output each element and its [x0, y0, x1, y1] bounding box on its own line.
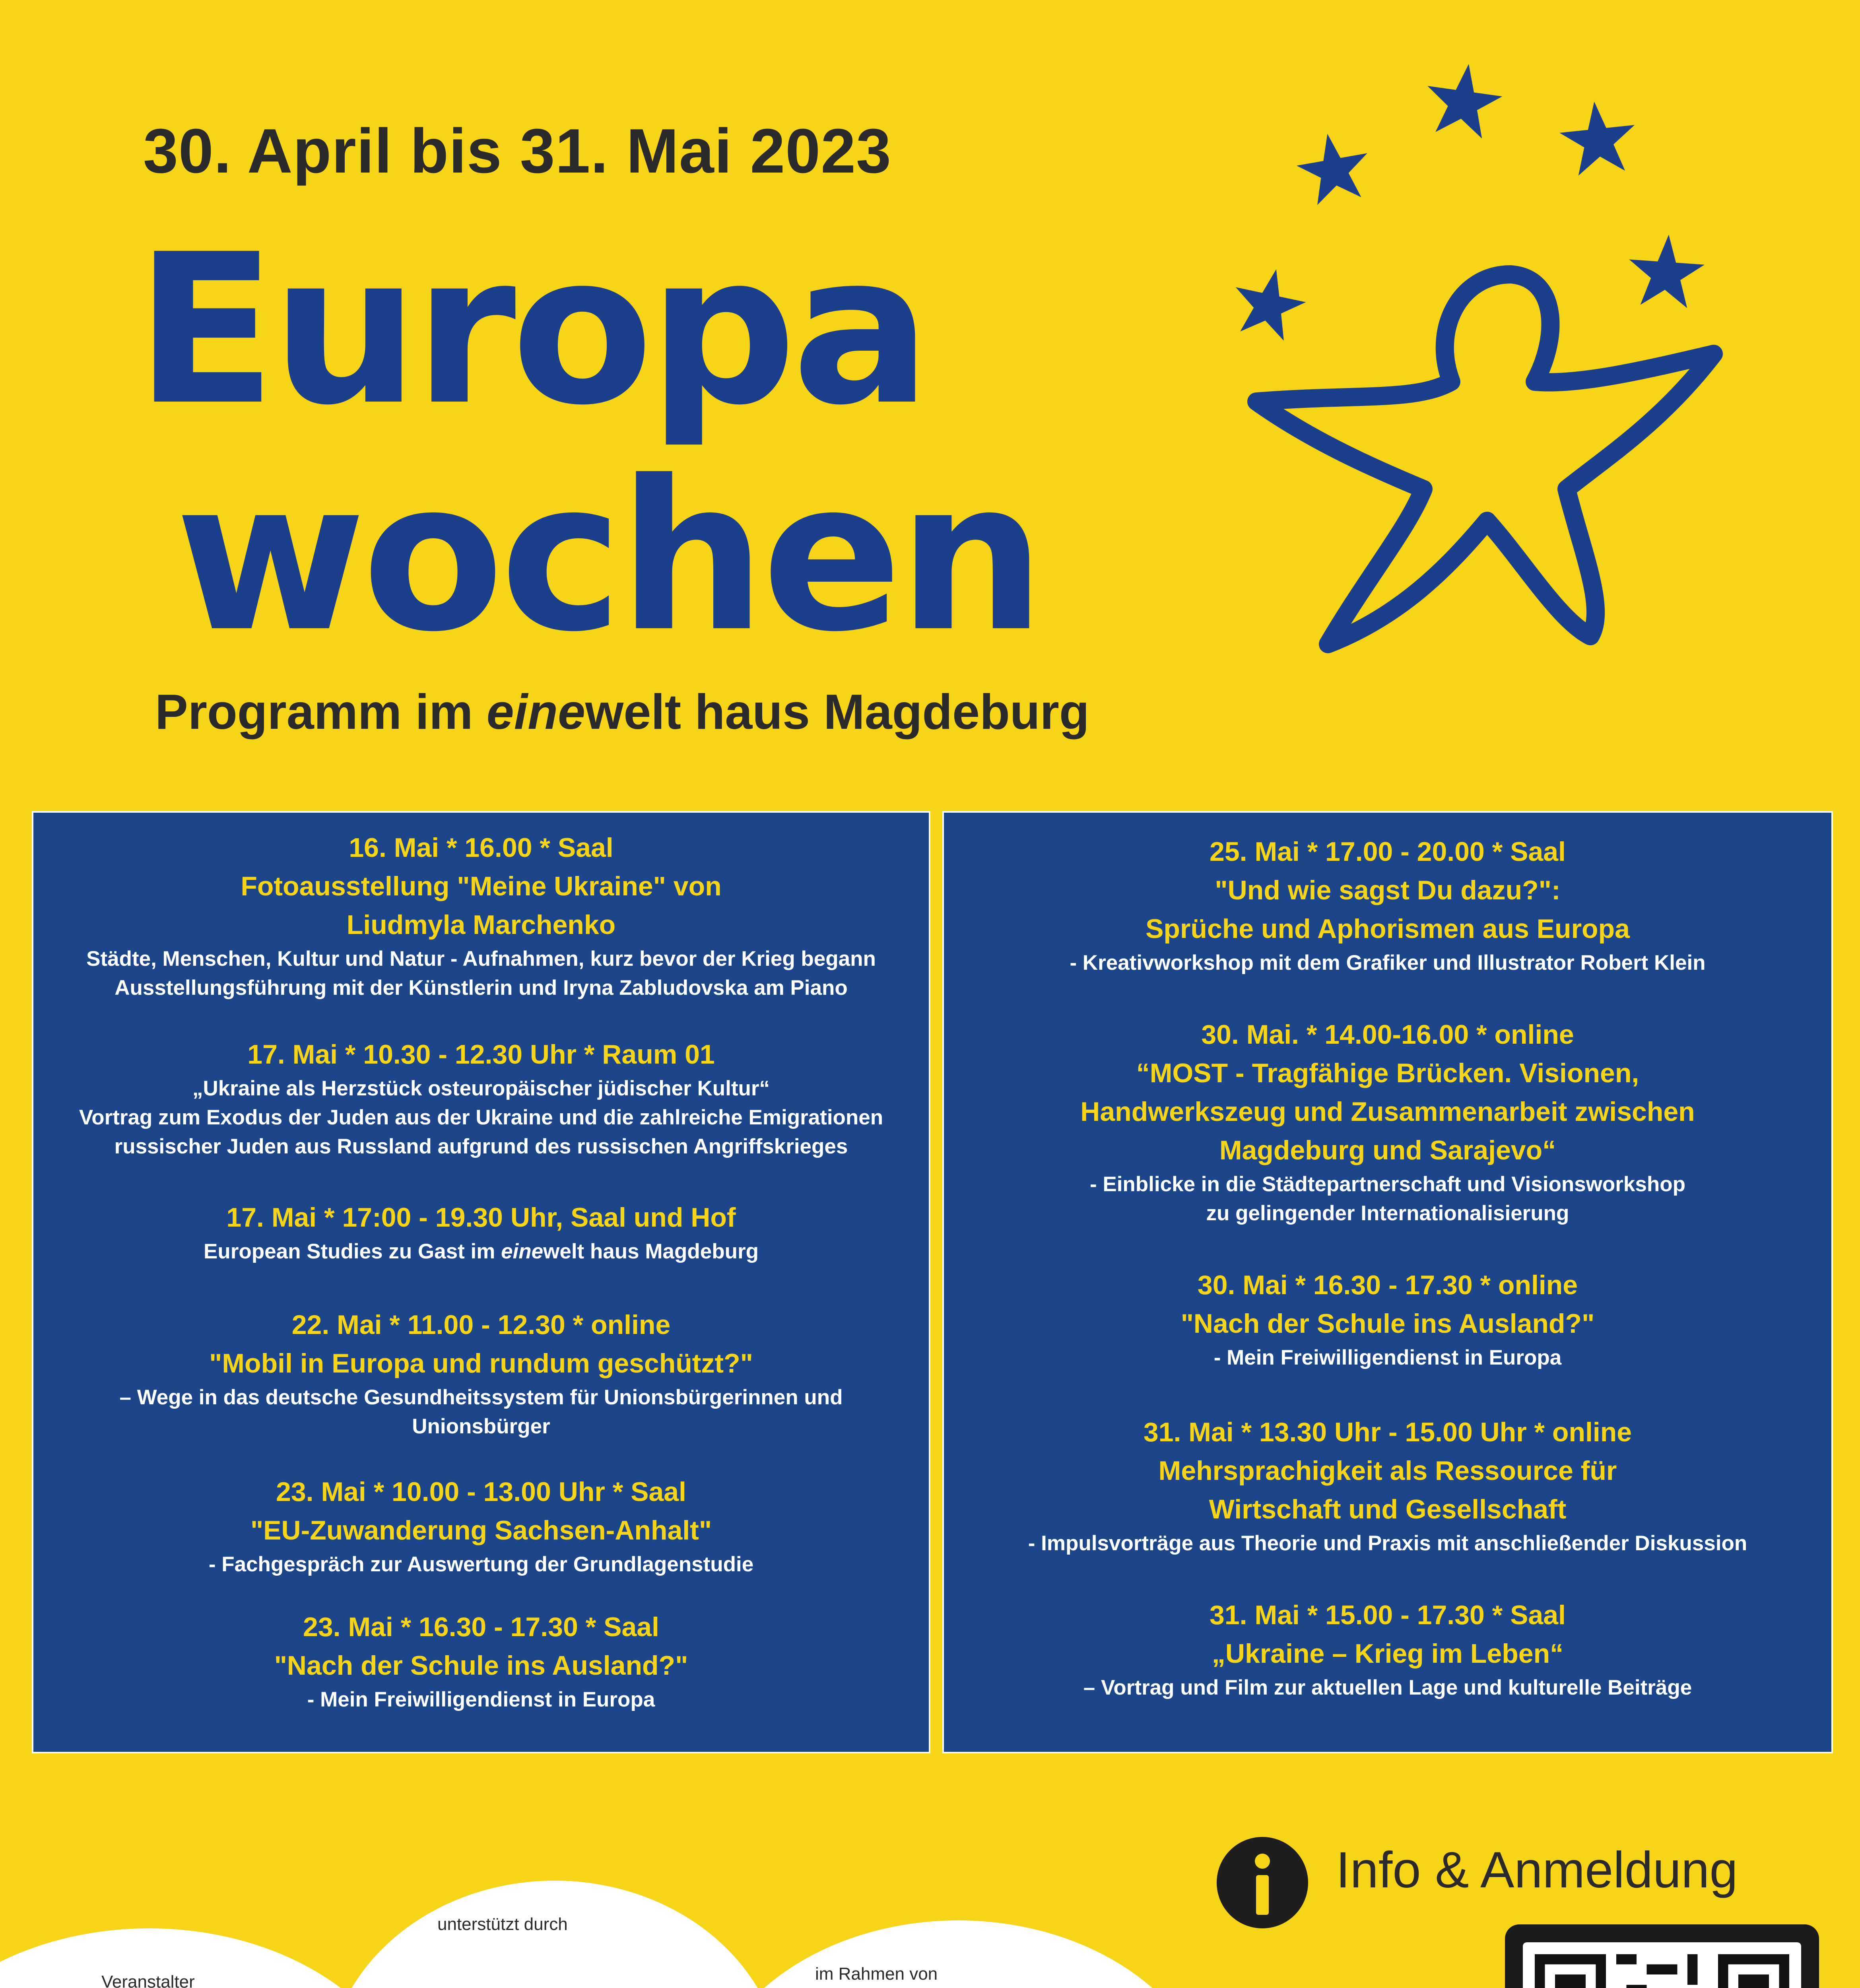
event-desc-post: welt haus Magdeburg [543, 1240, 759, 1263]
title-wochen: wochen [175, 436, 1041, 677]
qr-code[interactable] [1523, 1942, 1801, 1988]
event-desc: - Einblicke in die Städtepartnerschaft und Visionsworkshop [1089, 1173, 1686, 1196]
event-right-4 [944, 1413, 1831, 1558]
star-icon [1227, 262, 1311, 344]
event-title: Liudmyla Marchenko [346, 910, 616, 940]
event-desc: russischer Juden aus Russland aufgrund des russischen Angriffskrieges [114, 1135, 848, 1158]
cloud-shape [326, 1881, 783, 1988]
event-date: 23. Mai * 16.30 - 17.30 * Saal [303, 1612, 659, 1642]
event-title: Wirtschaft und Gesellschaft [1209, 1494, 1567, 1524]
event-title: „Ukraine – Krieg im Leben“ [1212, 1639, 1564, 1669]
subtitle-italic: eine [486, 685, 585, 740]
event-date: 30. Mai * 16.30 - 17.30 * online [1197, 1270, 1578, 1300]
cloud-shape [700, 1920, 1217, 1988]
event-date: 17. Mai * 17:00 - 19.30 Uhr, Saal und Hof [226, 1202, 736, 1233]
event-desc: - Mein Freiwilligendienst in Europa [1213, 1346, 1562, 1369]
event-date: 16. Mai * 16.00 * Saal [349, 833, 614, 863]
event-title: Mehrsprachigkeit als Ressource für [1158, 1456, 1617, 1486]
subtitle-post: welt haus Magdeburg [585, 685, 1089, 740]
event-date: 23. Mai * 10.00 - 13.00 Uhr * Saal [276, 1477, 686, 1507]
event-title: Handwerkszeug und Zusammenarbeit zwischen [1080, 1097, 1695, 1127]
event-desc: zu gelingender Internationalisierung [1206, 1202, 1569, 1225]
event-desc: – Vortrag und Film zur aktuellen Lage und kulturelle Beiträge [1083, 1676, 1692, 1699]
event-date: 17. Mai * 10.30 - 12.30 Uhr * Raum 01 [247, 1039, 715, 1070]
event-title: "Nach der Schule ins Ausland?" [274, 1650, 688, 1681]
event-title: "Mobil in Europa und rundum geschützt?" [209, 1348, 753, 1378]
event-desc: - Fachgespräch zur Auswertung der Grundlagenstudie [208, 1553, 754, 1576]
event-desc: Vortrag zum Exodus der Juden aus der Ukraine und die zahlreiche Emigrationen [79, 1106, 883, 1129]
info-icon [1217, 1837, 1308, 1928]
event-desc: - Kreativworkshop mit dem Grafiker und Illustrator Robert Klein [1070, 951, 1706, 975]
event-title: "Nach der Schule ins Ausland?" [1180, 1309, 1595, 1339]
event-title: "Und wie sagst Du dazu?": [1215, 875, 1561, 905]
event-right-5 [944, 1596, 1831, 1702]
event-desc [33, 1237, 929, 1266]
event-desc: - Impulsvorträge aus Theorie und Praxis mit anschließender Diskussion [1028, 1532, 1747, 1555]
event-desc: - Mein Freiwilligendienst in Europa [307, 1688, 655, 1711]
event-title: Magdeburg und Sarajevo“ [1219, 1135, 1556, 1165]
event-title: Sprüche und Aphorismen aus Europa [1146, 914, 1630, 944]
event-date: 31. Mai * 15.00 - 17.30 * Saal [1210, 1600, 1566, 1630]
event-right-1 [944, 833, 1831, 977]
event-right-2 [944, 1015, 1831, 1228]
event-left-2 [33, 1035, 929, 1161]
star-icon [1421, 59, 1506, 141]
event-desc-italic: eine [501, 1240, 544, 1263]
event-right-3 [944, 1266, 1831, 1372]
event-desc-pre: European Studies zu Gast im [204, 1240, 501, 1263]
event-date: 25. Mai * 17.00 - 20.00 * Saal [1210, 837, 1566, 867]
star-icon [1292, 128, 1375, 208]
event-left-4 [33, 1306, 929, 1441]
event-desc: Ausstellungsführung mit der Künstlerin und Iryna Zabludovska am Piano [115, 976, 848, 1000]
event-left-3 [33, 1198, 929, 1266]
veranstalter-label: Veranstalter [101, 1972, 195, 1988]
event-left-6 [33, 1608, 929, 1714]
event-desc: Städte, Menschen, Kultur und Natur - Aufnahmen, kurz bevor der Krieg begann [86, 947, 876, 971]
event-title: "EU-Zuwanderung Sachsen-Anhalt" [250, 1515, 712, 1545]
program-left-panel [32, 811, 930, 1753]
event-title: “MOST - Tragfähige Brücken. Visionen, [1136, 1058, 1639, 1088]
star-icon [1626, 232, 1707, 309]
event-date: 30. Mai. * 14.00-16.00 * online [1201, 1019, 1574, 1050]
star-figure-icon [1209, 52, 1757, 696]
event-date: 22. Mai * 11.00 - 12.30 * online [291, 1310, 671, 1340]
cloud-shape [0, 1928, 417, 1988]
unterstuetzt-label: unterstützt durch [437, 1914, 568, 1934]
subtitle-pre: Programm im [155, 685, 487, 740]
event-left-5 [33, 1473, 929, 1579]
event-desc: – Wege in das deutsche Gesundheitssystem für Unionsbürgerinnen und [119, 1386, 843, 1409]
program-right-panel [942, 811, 1833, 1753]
event-title: Fotoausstellung "Meine Ukraine" von [241, 871, 722, 901]
subtitle [155, 684, 1089, 740]
event-date: 31. Mai * 13.30 Uhr - 15.00 Uhr * online [1143, 1417, 1632, 1447]
qr-pattern-icon [1535, 1954, 1789, 1988]
info-label: Info & Anmeldung [1336, 1842, 1738, 1899]
date-range: 30. April bis 31. Mai 2023 [143, 116, 891, 186]
title-europa: Europa [135, 210, 927, 450]
event-desc: „Ukraine als Herzstück osteuropäischer jüdischer Kultur“ [192, 1077, 770, 1100]
event-desc: Unionsbürger [412, 1415, 550, 1438]
rahmen-label: im Rahmen von [815, 1964, 938, 1984]
star-icon [1557, 98, 1639, 177]
event-left-1 [33, 829, 929, 1002]
